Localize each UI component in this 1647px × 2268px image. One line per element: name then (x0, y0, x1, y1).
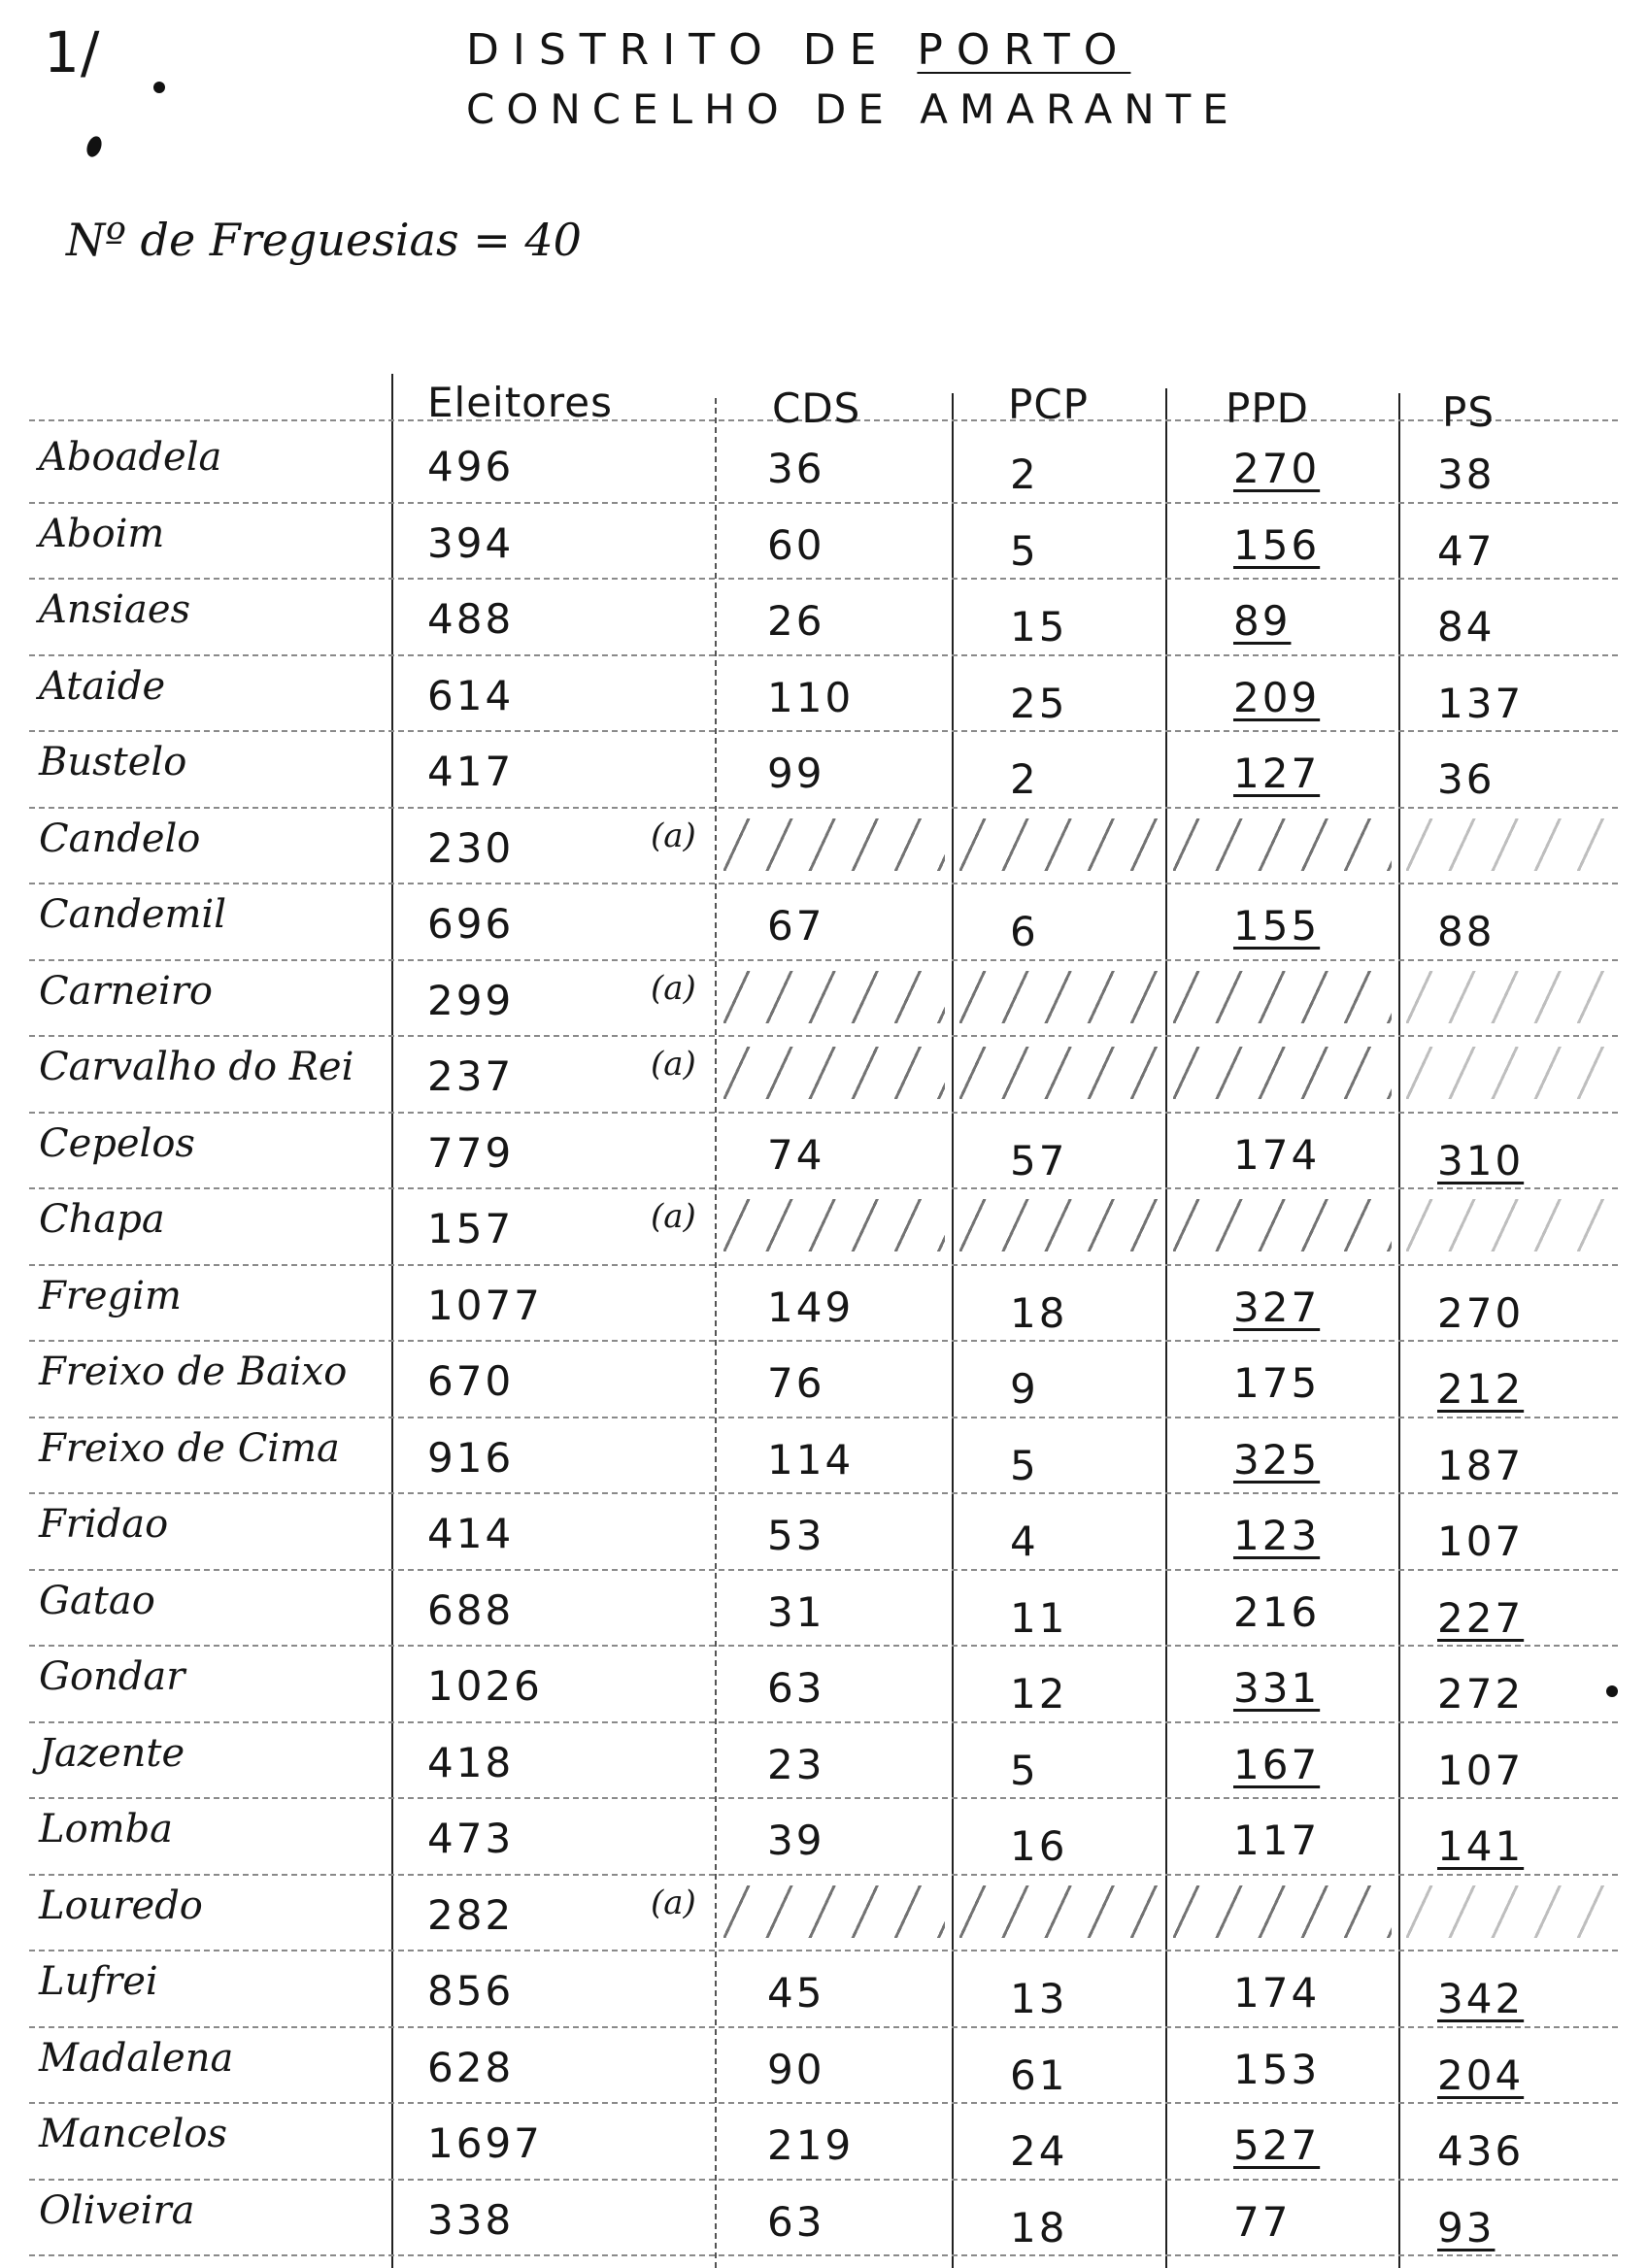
hatched-empty-cell (1406, 1047, 1610, 1099)
eleitores-value: 418 (427, 1738, 515, 1786)
hatched-empty-cell (1173, 1199, 1392, 1251)
row-rule (29, 2254, 1618, 2256)
cds-value: 114 (767, 1435, 855, 1484)
cds-value: 63 (767, 2197, 825, 2246)
parish-name: Gatao (39, 1578, 155, 1623)
concelho-title: CONCELHO DE AMARANTE (466, 85, 1240, 133)
cds-value: 39 (767, 1817, 825, 1864)
pcp-value: 57 (1010, 1136, 1068, 1184)
district-name: PORTO (917, 25, 1131, 75)
pcp-value: 2 (1010, 755, 1039, 803)
header-ppd: PPD (1226, 384, 1309, 432)
cds-value: 36 (767, 445, 825, 492)
parish-name: Fregim (39, 1273, 182, 1318)
ppd-value: 77 (1233, 2197, 1292, 2246)
row-rule (29, 2026, 1618, 2028)
cds-value: 26 (767, 597, 825, 645)
row-rule (29, 1950, 1618, 1951)
eleitores-value: 417 (427, 748, 515, 795)
parish-name: Freixo de Cima (39, 1425, 340, 1471)
hatched-empty-cell (959, 1885, 1159, 1938)
row-rule (29, 1721, 1618, 1723)
eleitores-value: 856 (427, 1967, 515, 2015)
parish-name: Chapa (39, 1197, 165, 1242)
eleitores-value: 282 (427, 1890, 515, 1939)
hatched-empty-cell (723, 818, 945, 871)
eleitores-value: 157 (427, 1205, 515, 1252)
eleitores-value: 614 (427, 671, 515, 719)
pcp-value: 12 (1010, 1670, 1068, 1718)
row-rule (29, 1340, 1618, 1342)
parish-name: Aboim (39, 511, 165, 556)
ppd-value: 175 (1233, 1359, 1321, 1407)
parish-name: Bustelo (39, 740, 187, 784)
eleitores-value: 414 (427, 1510, 515, 1557)
ps-value: 310 (1437, 1136, 1525, 1184)
eleitores-value: 237 (427, 1052, 515, 1100)
ps-value: 36 (1437, 755, 1496, 803)
pcp-value: 11 (1010, 1593, 1068, 1642)
parish-name: Aboadela (39, 435, 222, 480)
row-rule (29, 654, 1618, 656)
ps-value: 227 (1437, 1593, 1525, 1642)
annotation-note: (a) (651, 1197, 696, 1236)
eleitores-value: 1697 (427, 2119, 543, 2167)
eleitores-value: 1077 (427, 1281, 543, 1329)
column-divider (1398, 393, 1400, 2268)
eleitores-value: 628 (427, 2043, 515, 2091)
ppd-value: 123 (1233, 1512, 1321, 1559)
row-rule (29, 2179, 1618, 2181)
ps-value: 47 (1437, 526, 1496, 575)
row-rule (29, 578, 1618, 580)
eleitores-value: 1026 (427, 1662, 543, 1710)
ppd-value: 174 (1233, 1969, 1321, 2017)
ppd-value: 331 (1233, 1664, 1321, 1712)
parish-name: Oliveira (39, 2187, 195, 2233)
hatched-empty-cell (1406, 818, 1610, 871)
parish-name: Candemil (39, 892, 227, 937)
header-cds: CDS (772, 384, 861, 432)
eleitores-value: 696 (427, 900, 515, 948)
column-divider (715, 398, 717, 2268)
parish-name: Louredo (39, 1883, 203, 1928)
pcp-value: 16 (1010, 1822, 1068, 1870)
pcp-value: 6 (1010, 908, 1039, 955)
parish-name: Ataide (39, 663, 166, 709)
parish-name: Ansiaes (39, 587, 191, 632)
pcp-value: 5 (1010, 526, 1039, 575)
row-rule (29, 730, 1618, 732)
ppd-value: 527 (1233, 2121, 1321, 2169)
row-rule (29, 1035, 1618, 1037)
row-rule (29, 883, 1618, 884)
pcp-value: 15 (1010, 603, 1068, 650)
ppd-value: 153 (1233, 2045, 1321, 2093)
eleitores-value: 394 (427, 518, 515, 567)
hatched-empty-cell (723, 1199, 945, 1251)
column-divider (1165, 388, 1167, 2268)
eleitores-value: 688 (427, 1585, 515, 1634)
ppd-value: 174 (1233, 1130, 1321, 1179)
hatched-empty-cell (723, 971, 945, 1023)
cds-value: 110 (767, 673, 855, 721)
ppd-value: 127 (1233, 750, 1321, 797)
ppd-value: 216 (1233, 1587, 1321, 1636)
eleitores-value: 299 (427, 976, 515, 1024)
hatched-empty-cell (1406, 1885, 1610, 1938)
ps-value: 204 (1437, 2051, 1525, 2099)
row-rule (29, 1645, 1618, 1647)
ps-value: 141 (1437, 1822, 1525, 1870)
row-rule (29, 959, 1618, 961)
district-prefix: DISTRITO DE (466, 25, 891, 75)
column-divider (952, 393, 954, 2268)
ps-value: 342 (1437, 1975, 1525, 2022)
cds-value: 219 (767, 2121, 855, 2169)
annotation-note: (a) (651, 1045, 696, 1084)
row-rule (29, 2102, 1618, 2104)
cds-value: 76 (767, 1359, 825, 1407)
eleitores-value: 496 (427, 443, 515, 490)
hatched-empty-cell (723, 1885, 945, 1938)
cds-value: 45 (767, 1969, 825, 2017)
eleitores-value: 779 (427, 1128, 515, 1177)
parish-name: Lomba (39, 1807, 174, 1851)
ps-value: 270 (1437, 1288, 1525, 1337)
hatched-empty-cell (1173, 1885, 1392, 1938)
pcp-value: 5 (1010, 1441, 1039, 1489)
row-rule (29, 1492, 1618, 1494)
ps-value: 436 (1437, 2127, 1525, 2175)
ps-value: 88 (1437, 908, 1496, 955)
row-rule (29, 1797, 1618, 1799)
row-rule (29, 1417, 1618, 1418)
hatched-empty-cell (959, 971, 1159, 1023)
row-rule (29, 1874, 1618, 1876)
parish-name: Cepelos (39, 1120, 195, 1166)
ink-dot (84, 134, 105, 158)
ppd-value: 89 (1233, 597, 1292, 645)
ps-value: 107 (1437, 1518, 1525, 1565)
ppd-value: 117 (1233, 1817, 1321, 1864)
row-rule (29, 1112, 1618, 1114)
hatched-empty-cell (959, 818, 1159, 871)
column-divider (391, 374, 393, 2268)
eleitores-value: 230 (427, 823, 515, 872)
cds-value: 74 (767, 1130, 825, 1179)
cds-value: 149 (767, 1283, 855, 1331)
pcp-value: 4 (1010, 1518, 1039, 1565)
eleitores-value: 916 (427, 1433, 515, 1482)
cds-value: 23 (767, 1740, 825, 1788)
results-table (29, 359, 1618, 2268)
cds-value: 90 (767, 2045, 825, 2093)
pcp-value: 18 (1010, 2203, 1068, 2251)
pcp-value: 61 (1010, 2051, 1068, 2099)
hatched-empty-cell (959, 1199, 1159, 1251)
cds-value: 99 (767, 750, 825, 797)
hatched-empty-cell (959, 1047, 1159, 1099)
pcp-value: 18 (1010, 1288, 1068, 1337)
parish-name: Lufrei (39, 1959, 158, 2004)
row-rule (29, 807, 1618, 809)
hatched-empty-cell (1406, 1199, 1610, 1251)
parish-name: Madalena (39, 2035, 234, 2081)
district-title (466, 25, 1130, 75)
cds-value: 63 (767, 1664, 825, 1712)
ppd-value: 155 (1233, 902, 1321, 950)
ps-value: 187 (1437, 1441, 1525, 1489)
ink-dot (153, 82, 165, 93)
parish-name: Jazente (39, 1730, 185, 1776)
hatched-empty-cell (1173, 818, 1392, 871)
eleitores-value: 488 (427, 595, 515, 643)
cds-value: 53 (767, 1512, 825, 1559)
pcp-value: 2 (1010, 450, 1039, 498)
pcp-value: 5 (1010, 1746, 1039, 1794)
ppd-value: 167 (1233, 1740, 1321, 1788)
ps-value: 272 (1437, 1670, 1525, 1718)
pcp-value: 13 (1010, 1975, 1068, 2022)
pcp-value: 9 (1010, 1365, 1039, 1413)
annotation-note: (a) (651, 968, 696, 1008)
ppd-value: 209 (1233, 673, 1321, 721)
parish-name: Carneiro (39, 968, 214, 1014)
annotation-note: (a) (651, 816, 696, 855)
hatched-empty-cell (1173, 971, 1392, 1023)
header-pcp: PCP (1008, 381, 1089, 428)
cds-value: 31 (767, 1587, 825, 1636)
parish-name: Mancelos (39, 2112, 228, 2156)
parish-name: Candelo (39, 816, 201, 861)
ppd-value: 270 (1233, 445, 1321, 492)
ppd-value: 325 (1233, 1435, 1321, 1484)
cds-value: 67 (767, 902, 825, 950)
header-ps: PS (1442, 388, 1495, 436)
ps-value: 84 (1437, 603, 1496, 650)
row-rule (29, 1569, 1618, 1571)
hatched-empty-cell (1173, 1047, 1392, 1099)
ps-value: 38 (1437, 450, 1496, 498)
parish-name: Carvalho do Rei (39, 1045, 354, 1089)
eleitores-value: 670 (427, 1357, 515, 1405)
pcp-value: 25 (1010, 679, 1068, 727)
ps-value: 137 (1437, 679, 1525, 727)
parish-name: Fridao (39, 1502, 169, 1547)
row-rule (29, 502, 1618, 504)
row-rule (29, 1264, 1618, 1266)
cds-value: 60 (767, 520, 825, 569)
eleitores-value: 473 (427, 1815, 515, 1862)
page-number: 1/ (44, 19, 101, 85)
annotation-note: (a) (651, 1883, 696, 1922)
ps-value: 212 (1437, 1365, 1525, 1413)
ppd-value: 327 (1233, 1283, 1321, 1331)
ps-value: 107 (1437, 1746, 1525, 1794)
ps-value: 93 (1437, 2203, 1496, 2251)
header-eleitores: Eleitores (427, 379, 613, 426)
eleitores-value: 338 (427, 2195, 515, 2244)
freguesias-count: Nº de Freguesias = 40 (66, 214, 582, 266)
parish-name: Freixo de Baixo (39, 1350, 348, 1394)
hatched-empty-cell (1406, 971, 1610, 1023)
hatched-empty-cell (723, 1047, 945, 1099)
row-rule (29, 1187, 1618, 1189)
parish-name: Gondar (39, 1654, 185, 1699)
ppd-value: 156 (1233, 520, 1321, 569)
pcp-value: 24 (1010, 2127, 1068, 2175)
